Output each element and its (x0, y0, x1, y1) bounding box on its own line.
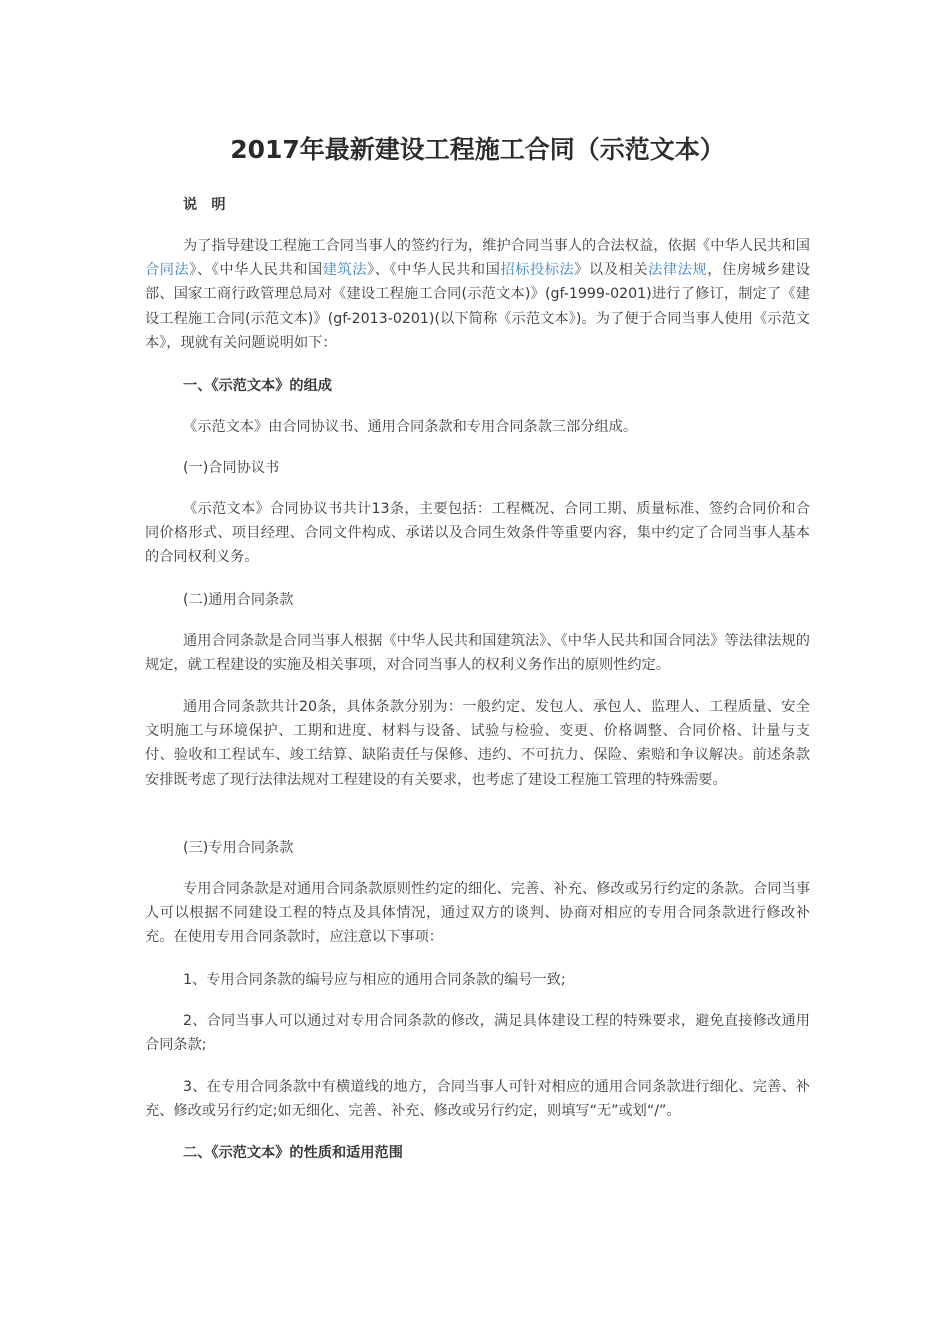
link-laws-regulations[interactable]: 法律法规 (648, 262, 708, 279)
intro-text-2: 》、《中华人民共和国 (189, 262, 323, 279)
intro-text-5: ，住房城乡建设部、国家工商行政管理总局对《建设工程施工合同(示范文本)》(gf-1999-0201)进行了修订，制定了《建设工程施工合同(示范文本)》(gf-2013-0201)(以下简称《示范文本》)。为了便于合同当事人使用《示范文本》，现就有关问题说明如下： (145, 262, 810, 351)
list-item-3: 3、在专用合同条款中有横道线的地方，合同当事人可针对相应的通用合同条款进行细化、完善、补充、修改或另行约定;如无细化、完善、补充、修改或另行约定，则填写“无”或划“/”。 (145, 1079, 810, 1120)
list-item-2: 2、合同当事人可以通过对专用合同条款的修改，满足具体建设工程的特殊要求，避免直接修改通用合同条款; (145, 1013, 810, 1054)
section2-heading: 二、《示范文本》的性质和适用范围 (183, 1145, 403, 1161)
sub1-paragraph: 《示范文本》合同协议书共计13条，主要包括：工程概况、合同工期、质量标准、签约合同价和合同价格形式、项目经理、合同文件构成、承诺以及合同生效条件等重要内容，集中约定了合同当事人基本的合同权利义务。 (145, 501, 810, 566)
list-item-1: 1、专用合同条款的编号应与相应的通用合同条款的编号一致; (183, 972, 566, 988)
sub2-paragraph-1: 通用合同条款是合同当事人根据《中华人民共和国建筑法》、《中华人民共和国合同法》等法律法规的规定，就工程建设的实施及相关事项，对合同当事人的权利义务作出的原则性约定。 (145, 633, 810, 674)
section1-paragraph: 《示范文本》由合同协议书、通用合同条款和专用合同条款三部分组成。 (183, 419, 638, 435)
sub3-heading: (三)专用合同条款 (183, 840, 294, 856)
section1-heading: 一、《示范文本》的组成 (183, 378, 332, 394)
document-title: 2017年最新建设工程施工合同（示范文本） (230, 135, 725, 164)
link-contract-law[interactable]: 合同法 (145, 262, 190, 279)
sub2-heading: (二)通用合同条款 (183, 592, 294, 608)
link-construction-law[interactable]: 建筑法 (322, 262, 368, 279)
intro-paragraph (145, 234, 810, 355)
intro-text-1: 为了指导建设工程施工合同当事人的签约行为，维护合同当事人的合法权益，依据《中华人民共和国 (183, 238, 810, 254)
sub2-paragraph-2: 通用合同条款共计20条，具体条款分别为：一般约定、发包人、承包人、监理人、工程质量、安全文明施工与环境保护、工期和进度、材料与设备、试验与检验、变更、价格调整、合同价格、计量与支付、验收和工程试车、竣工结算、缺陷责任与保修、违约、不可抗力、保险、索赔和争议解决。前述条款安排既考虑了现行法律法规对工程建设的有关要求，也考虑了建设工程施工管理的特殊需要。 (145, 699, 810, 788)
sub1-heading: (一)合同协议书 (183, 460, 280, 476)
sub3-paragraph: 专用合同条款是对通用合同条款原则性约定的细化、完善、补充、修改或另行约定的条款。合同当事人可以根据不同建设工程的特点及具体情况，通过双方的谈判、协商对相应的专用合同条款进行修改补充。在使用专用合同条款时，应注意以下事项： (145, 881, 810, 946)
explanation-heading: 说 明 (183, 197, 226, 213)
intro-text-3: 》、《中华人民共和国 (367, 262, 501, 279)
intro-text-4: 》以及相关 (574, 262, 649, 279)
link-bidding-law[interactable]: 招标投标法 (500, 262, 575, 279)
